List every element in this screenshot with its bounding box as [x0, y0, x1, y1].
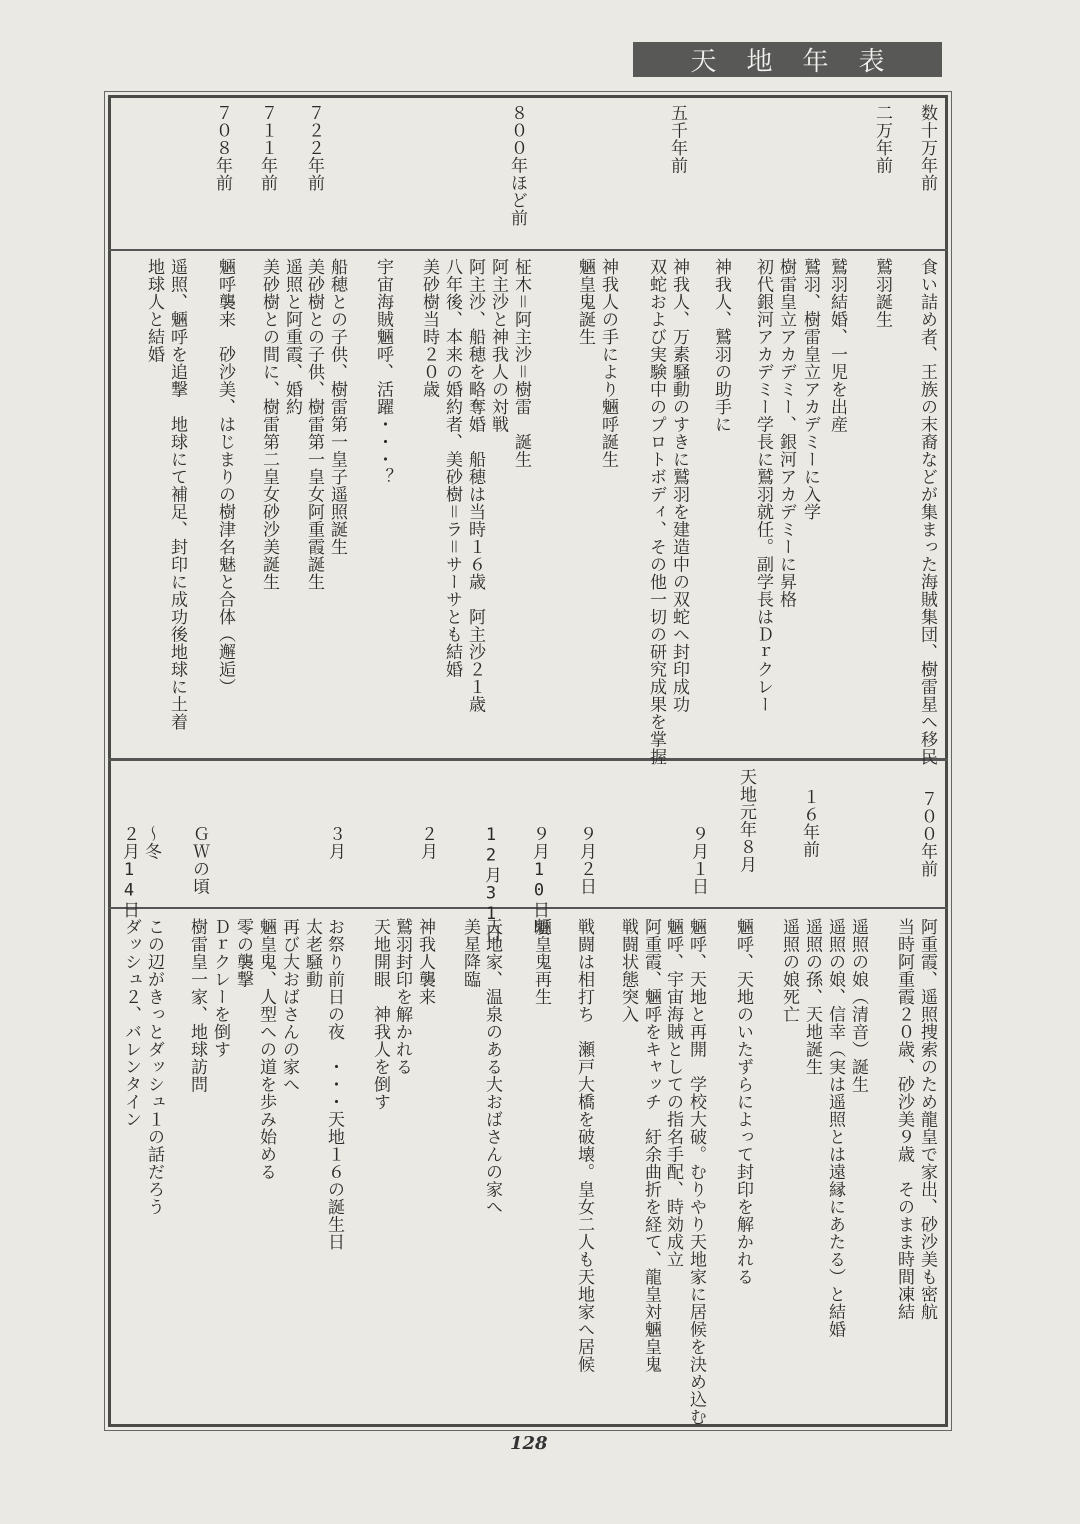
event-line: ダッシュ２、バレンタイン	[121, 918, 141, 1128]
event-line: 遥照の娘（清音）誕生	[848, 918, 868, 1093]
date-label: ９月10日頃	[529, 825, 549, 936]
date-label: 二万年前	[872, 104, 892, 174]
event-line: 再び大おばさんの家へ	[279, 918, 299, 1093]
event-line: 鷲羽、樹雷皇立アカデミーに入学	[800, 258, 820, 521]
event-line: 当時阿重霞２０歳、砂沙美９歳 そのまま時間凍結	[894, 918, 914, 1321]
event-line: 戦闘は相打ち 瀬戸大橋を破壊。皇女二人も天地家へ居候	[574, 918, 594, 1373]
date-label: ９月２日	[576, 825, 596, 895]
event-line: 神我人襲来	[415, 918, 435, 1006]
event-line: 美砂樹との子供、樹雷第一皇女阿重霞誕生	[304, 258, 324, 591]
event-line: 天地家、温泉のある大おばさんの家へ	[482, 918, 502, 1216]
event-line: この辺がきっとダッシュ１の話だろう	[144, 918, 164, 1216]
date-label: １６年前	[799, 788, 819, 858]
event-line: 天地開眼 神我人を倒す	[370, 918, 390, 1111]
event-line: 太老騒動	[302, 918, 322, 988]
event-line: 初代銀河アカデミー学長に鷲羽就任。副学長はＤｒクレー	[753, 258, 773, 713]
event-line: 遥照の娘、信幸（実は遥照とは遠縁にあたる）と結婚	[825, 918, 845, 1338]
date-label: ９月１日	[688, 825, 708, 895]
divider-halves	[108, 758, 948, 761]
event-line: 魎呼、天地と再開 学校大破。むりやり天地家に居候を決め込む	[686, 918, 706, 1426]
date-label: ７２２年前	[304, 104, 324, 192]
event-line: 柾木＝阿主沙＝樹雷 誕生	[511, 258, 531, 468]
event-line: 魎呼、宇宙海賊としての指名手配、時効成立	[663, 918, 683, 1268]
event-line: 美砂樹との間に、樹雷第二皇女砂沙美誕生	[259, 258, 279, 591]
event-line: 阿主沙、船穂を略奪婚 船穂は当時１６歳 阿主沙２１歳	[465, 258, 485, 713]
event-line: 魎皇鬼誕生	[575, 258, 595, 346]
event-line: 零の襲撃	[233, 918, 253, 988]
event-line: 遥照と阿重霞、婚約	[282, 258, 302, 416]
date-label: 五千年前	[667, 104, 687, 174]
event-line: 遥照、魎呼を追撃 地球にて補足、封印に成功後地球に土着	[167, 258, 187, 731]
event-line: 魎呼、天地のいたずらによって封印を解かれる	[733, 918, 753, 1286]
page-title-banner	[633, 42, 942, 77]
event-line: Ｄｒクレーを倒す	[210, 918, 230, 1058]
page-number: 128	[510, 1433, 548, 1454]
event-line: 阿重霞、遥照捜索のため龍皇で家出、砂沙美も密航	[917, 918, 937, 1321]
event-line: 美星降臨	[460, 918, 480, 988]
event-line: 樹雷皇立アカデミー、銀河アカデミーに昇格	[776, 258, 796, 608]
event-line: 神我人、万素騒動のすきに鷲羽を建造中の双蛇へ封印成功	[669, 258, 689, 713]
date-label: 天地元年８月	[736, 768, 756, 873]
event-line: 神我人の手により魎呼誕生	[598, 258, 618, 468]
event-line: 食い詰め者、王族の末裔などが集まった海賊集団、樹雷星へ移民	[917, 258, 937, 766]
event-line: 美砂樹当時２０歳	[419, 258, 439, 398]
event-line: 樹雷皇一家、地球訪問	[187, 918, 207, 1093]
date-label: ＧＷの頃	[189, 825, 209, 895]
date-label: ７００年前	[917, 790, 937, 878]
event-line: 魎皇鬼再生	[531, 918, 551, 1006]
event-line: 魎呼襲来 砂沙美、はじまりの樹津名魅と合体（邂逅）	[215, 258, 235, 696]
page-title: 天地年表	[690, 47, 915, 77]
date-label: ８００年ほど前	[507, 104, 527, 227]
event-line: 神我人、鷲羽の助手に	[711, 258, 731, 433]
event-line: 鷲羽結婚、一児を出産	[827, 258, 847, 433]
date-label: ２月	[417, 825, 437, 860]
event-line: 鷲羽誕生	[872, 258, 892, 328]
event-line: お祭り前日の夜 ・・・天地１６の誕生日	[324, 918, 344, 1251]
event-line: 双蛇および実験中のプロトボディ、その他一切の研究成果を掌握	[646, 258, 666, 766]
event-line: 魎皇鬼、人型への道を歩み始める	[256, 918, 276, 1181]
date-label: 数十万年前	[917, 104, 937, 192]
date-label: ２月14日	[119, 825, 139, 919]
date-label: ～冬	[141, 825, 161, 860]
event-line: 宇宙海賊魎呼、活躍・・・？	[373, 258, 393, 486]
event-line: 八年後、本来の婚約者、美砂樹＝ラ＝サーサとも結婚	[442, 258, 462, 678]
event-line: 阿重霞、魎呼をキャッチ 紆余曲折を経て、龍皇対魎皇鬼	[641, 918, 661, 1373]
event-line: 船穂との子供、樹雷第一皇子遥照誕生	[327, 258, 347, 556]
divider-top-dates	[108, 249, 948, 251]
date-label: ７１１年前	[257, 104, 277, 192]
date-label: ３月	[325, 825, 345, 860]
event-line: 遥照の娘死亡	[779, 918, 799, 1023]
divider-bottom-dates	[108, 907, 948, 909]
event-line: 遥照の孫、天地誕生	[802, 918, 822, 1076]
event-line: 戦闘状態突入	[618, 918, 638, 1023]
event-line: 阿主沙と神我人の対戦	[488, 258, 508, 433]
event-line: 鷲羽封印を解かれる	[392, 918, 412, 1076]
date-label: ７０８年前	[212, 104, 232, 192]
event-line: 地球人と結婚	[144, 258, 164, 363]
date-label: 12月31日	[481, 825, 501, 942]
